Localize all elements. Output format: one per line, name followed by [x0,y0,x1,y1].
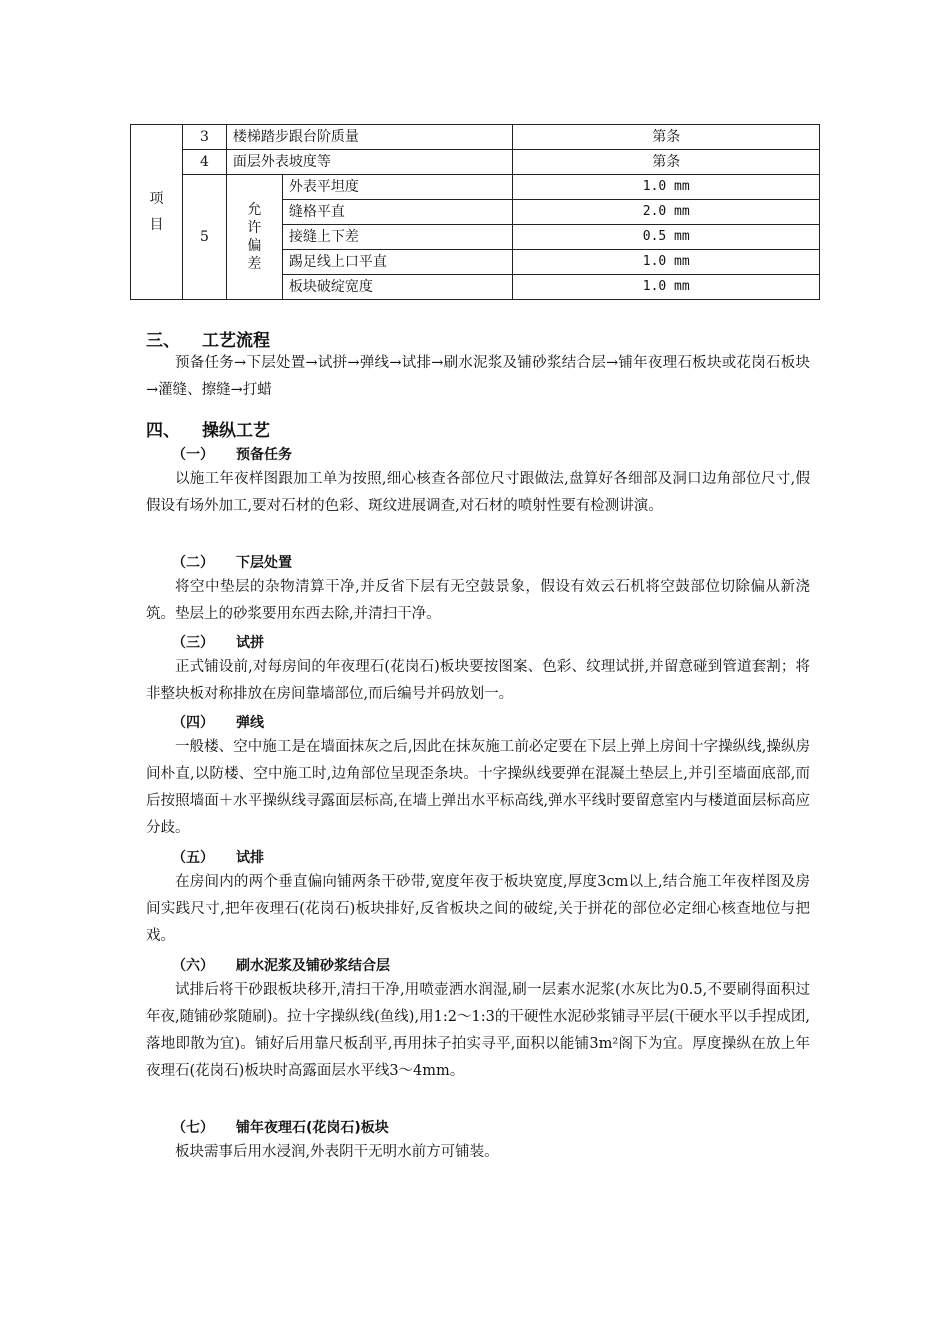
row-description: 外表平坦度 [282,175,513,200]
paragraph: 试排后将干砂跟板块移开,清扫干净,用喷壶洒水润湿,刷一层素水泥浆(水灰比为0.5,不要刷得面积过年夜,随铺砂浆随刷)。拉十字操纵线(鱼线),用1:2～1:3的干硬性水泥砂浆铺寻平层(干硬水平以手捏成团,落地即散为宜)。铺好后用靠尺板刮平,再用抹子拍实寻平,面积以能铺3m²阁下为宜。厚度操纵在放上年夜理石(花岗石)板块时高露面层水平线3～4mm。 [146,982,810,1079]
subsection-heading: （一） 预备任务 [172,447,292,463]
row-value: 1.0 mm [513,250,820,275]
row-number: 4 [182,150,226,175]
paragraph: 在房间内的两个垂直偏向铺两条干砂带,宽度年夜于板块宽度,厚度3cm以上,结合施工年夜样图及房间实践尺寸,把年夜理石(花岗石)板块排好,反省板块之间的破绽,关于拼花的部位必定细心核查地位与把戏。 [146,874,810,944]
table-row [131,125,820,150]
quality-table [130,124,820,300]
section-heading: 四、 操纵工艺 [146,421,270,441]
row-number: 3 [182,125,226,150]
row-description: 缝格平直 [282,200,513,225]
paragraph: 将空中垫层的杂物清算干净,并反省下层有无空鼓景象，假设有效云石机将空鼓部位切除偏从新浇筑。垫层上的砂浆要用东西去除,并清扫干净。 [146,579,810,622]
row-value: 1.0 mm [513,175,820,200]
subsection-heading: （五） 试排 [172,850,264,866]
subsection-heading: （二） 下层处置 [172,555,292,571]
paragraph: 一般楼、空中施工是在墙面抹灰之后,因此在抹灰施工前必定要在下层上弹上房间十字操纵线,操纵房间朴直,以防楼、空中施工时,边角部位呈现歪条块。十字操纵线要弹在混凝土垫层上,并引至墙面底部,而后按照墙面＋水平操纵线寻露面层标高,在墙上弹出水平标高线,弹水平线时要留意室内与楼道面层标高应分歧。 [146,739,810,836]
category-cell: 项目 [131,125,183,300]
paragraph: 以施工年夜样图跟加工单为按照,细心核查各部位尺寸跟做法,盘算好各细部及洞口边角部位尺寸,假假设有场外加工,要对石材的色彩、斑纹进展调查,对石材的喷射性要有检测讲演。 [146,471,810,514]
row-value: 1.0 mm [513,275,820,300]
row-description: 板块破绽宽度 [282,275,513,300]
row-number: 5 [182,175,226,300]
subsection-heading: （六） 刷水泥浆及铺砂浆结合层 [172,958,390,974]
row-value: 2.0 mm [513,200,820,225]
row-description: 踢足线上口平直 [282,250,513,275]
row-value: 第条 [513,125,820,150]
subsection-heading: （四） 弹线 [172,715,264,731]
tolerance-label: 允许偏差 [226,175,282,300]
subsection-heading: （七） 铺年夜理石(花岗石)板块 [172,1120,389,1136]
paragraph: 正式铺设前,对每房间的年夜理石(花岗石)板块要按图案、色彩、纹理试拼,并留意碰到管道套割；将非整块板对称排放在房间靠墙部位,而后编号并码放划一。 [146,659,810,702]
paragraph: 预备任务→下层处置→试拼→弹线→试排→刷水泥浆及铺砂浆结合层→铺年夜理石板块或花岗石板块→灌缝、擦缝→打蜡 [146,355,810,398]
table-row [131,175,820,200]
subsection-heading: （三） 试拼 [172,635,264,651]
row-description: 楼梯踏步跟台阶质量 [226,125,513,150]
table-row [131,150,820,175]
row-value: 0.5 mm [513,225,820,250]
row-value: 第条 [513,150,820,175]
section-heading: 三、 工艺流程 [146,331,270,351]
row-description: 面层外表坡度等 [226,150,513,175]
paragraph: 板块需事后用水浸润,外表阴干无明水前方可铺装。 [175,1144,499,1160]
row-description: 接缝上下差 [282,225,513,250]
